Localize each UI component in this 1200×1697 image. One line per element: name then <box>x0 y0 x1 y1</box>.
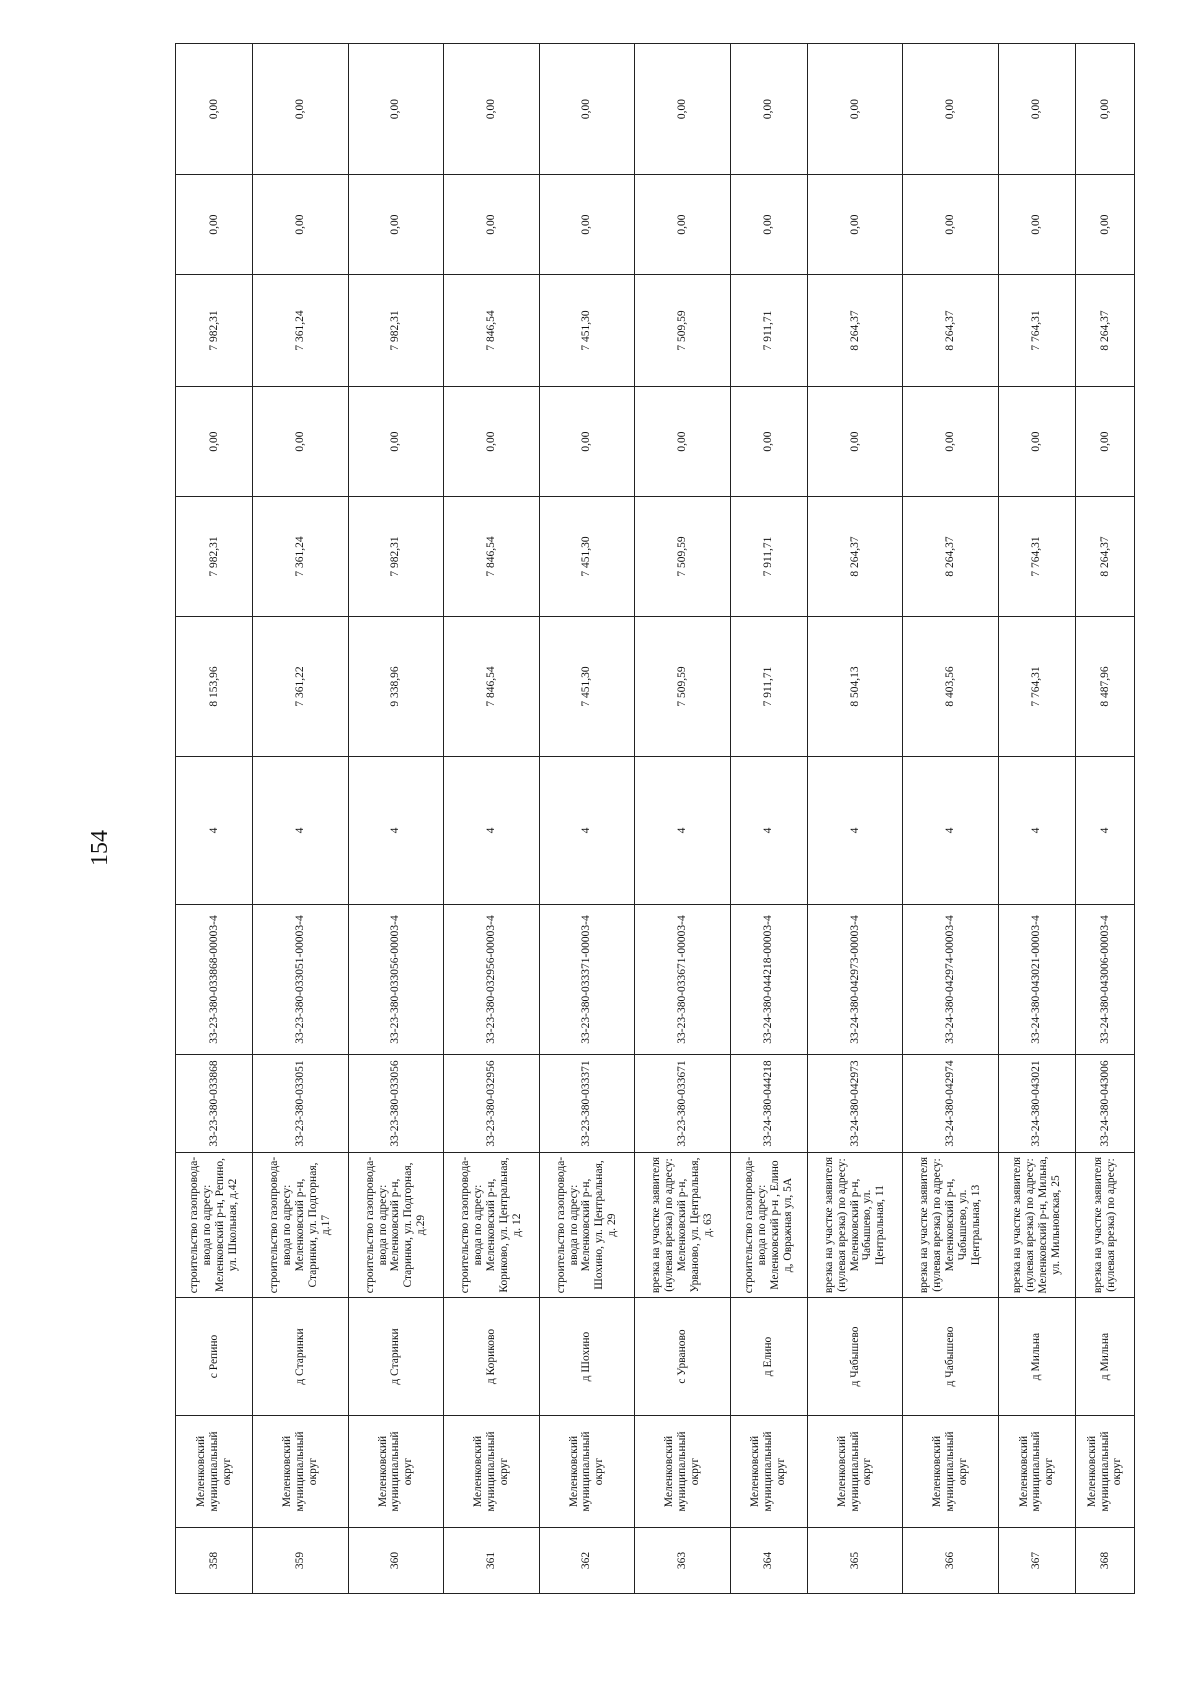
settlement-cell: д Старинки <box>348 1298 443 1416</box>
value-4-cell: 7 361,24 <box>253 275 348 387</box>
okrug-cell: Меленковский муниципальный округ <box>176 1416 253 1528</box>
settlement-cell: д Елино <box>730 1298 807 1416</box>
value-6-cell: 0,00 <box>253 44 348 175</box>
value-6-cell: 0,00 <box>444 44 539 175</box>
value-5-cell: 0,00 <box>730 175 807 275</box>
row-number-cell: 360 <box>348 1528 443 1594</box>
value-1-cell: 8 153,96 <box>176 617 253 757</box>
code-cell: 33-23-380-033371 <box>539 1055 634 1153</box>
okrug-cell: Меленковский муниципальный округ <box>998 1416 1075 1528</box>
value-2-cell: 7 764,31 <box>998 497 1075 617</box>
value-3-cell: 0,00 <box>1075 387 1134 497</box>
settlement-cell: д Кориково <box>444 1298 539 1416</box>
table-body <box>176 44 1135 1594</box>
description-cell: врезка на участке заявителя (нулевая врезка) по адресу: Меленковский р-н, Чабышево, ул. Центральная, 13 <box>903 1153 998 1298</box>
code-cell: 33-24-380-042973 <box>807 1055 902 1153</box>
code-cell: 33-24-380-043006 <box>1075 1055 1134 1153</box>
value-3-cell: 0,00 <box>253 387 348 497</box>
row-number-cell: 368 <box>1075 1528 1134 1594</box>
row-number-cell: 359 <box>253 1528 348 1594</box>
category-cell: 4 <box>176 757 253 905</box>
application-number-cell: 33-23-380-033671-00003-4 <box>635 905 730 1055</box>
settlement-cell: д Мильна <box>998 1298 1075 1416</box>
value-1-cell: 7 911,71 <box>730 617 807 757</box>
value-3-cell: 0,00 <box>730 387 807 497</box>
value-5-cell: 0,00 <box>998 175 1075 275</box>
value-1-cell: 7 846,54 <box>444 617 539 757</box>
settlement-cell: д Старинки <box>253 1298 348 1416</box>
value-3-cell: 0,00 <box>444 387 539 497</box>
code-cell: 33-23-380-033868 <box>176 1055 253 1153</box>
value-5-cell: 0,00 <box>176 175 253 275</box>
table-row <box>253 44 348 1594</box>
code-cell: 33-24-380-043021 <box>998 1055 1075 1153</box>
code-cell: 33-24-380-044218 <box>730 1055 807 1153</box>
code-cell: 33-23-380-033056 <box>348 1055 443 1153</box>
category-cell: 4 <box>539 757 634 905</box>
settlement-cell: д Мильна <box>1075 1298 1134 1416</box>
okrug-cell: Меленковский муниципальный округ <box>539 1416 634 1528</box>
settlement-cell: с Урвановo <box>635 1298 730 1416</box>
okrug-cell: Меленковский муниципальный округ <box>348 1416 443 1528</box>
value-2-cell: 7 846,54 <box>444 497 539 617</box>
settlement-cell: д Чабышево <box>807 1298 902 1416</box>
application-number-cell: 33-24-380-042973-00003-4 <box>807 905 902 1055</box>
table-row <box>1075 44 1134 1594</box>
application-number-cell: 33-23-380-033868-00003-4 <box>176 905 253 1055</box>
value-2-cell: 7 509,59 <box>635 497 730 617</box>
value-4-cell: 8 264,37 <box>1075 275 1134 387</box>
application-number-cell: 33-24-380-042974-00003-4 <box>903 905 998 1055</box>
settlement-cell: д Шохино <box>539 1298 634 1416</box>
value-6-cell: 0,00 <box>635 44 730 175</box>
value-4-cell: 7 846,54 <box>444 275 539 387</box>
value-1-cell: 7 764,31 <box>998 617 1075 757</box>
row-number-cell: 358 <box>176 1528 253 1594</box>
okrug-cell: Меленковский муниципальный округ <box>444 1416 539 1528</box>
row-number-cell: 364 <box>730 1528 807 1594</box>
value-3-cell: 0,00 <box>539 387 634 497</box>
value-4-cell: 8 264,37 <box>807 275 902 387</box>
table-row <box>807 44 902 1594</box>
row-number-cell: 363 <box>635 1528 730 1594</box>
value-1-cell: 7 451,30 <box>539 617 634 757</box>
data-table <box>175 43 1135 1594</box>
code-cell: 33-24-380-042974 <box>903 1055 998 1153</box>
row-number-cell: 362 <box>539 1528 634 1594</box>
value-3-cell: 0,00 <box>635 387 730 497</box>
value-6-cell: 0,00 <box>348 44 443 175</box>
value-6-cell: 0,00 <box>730 44 807 175</box>
okrug-cell: Меленковский муниципальный округ <box>807 1416 902 1528</box>
value-2-cell: 7 911,71 <box>730 497 807 617</box>
application-number-cell: 33-23-380-032956-00003-4 <box>444 905 539 1055</box>
value-1-cell: 8 403,56 <box>903 617 998 757</box>
category-cell: 4 <box>253 757 348 905</box>
category-cell: 4 <box>348 757 443 905</box>
okrug-cell: Меленковский муниципальный округ <box>903 1416 998 1528</box>
value-5-cell: 0,00 <box>635 175 730 275</box>
application-number-cell: 33-24-380-043006-00003-4 <box>1075 905 1134 1055</box>
table-row <box>444 44 539 1594</box>
description-cell: строительство газопровода-ввода по адресу: Меленковский р-н, Старинки, ул. Подгорная, д.29 <box>348 1153 443 1298</box>
row-number-cell: 366 <box>903 1528 998 1594</box>
table-row <box>635 44 730 1594</box>
code-cell: 33-23-380-033671 <box>635 1055 730 1153</box>
table-row <box>998 44 1075 1594</box>
value-5-cell: 0,00 <box>807 175 902 275</box>
okrug-cell: Меленковский муниципальный округ <box>1075 1416 1134 1528</box>
application-number-cell: 33-24-380-043021-00003-4 <box>998 905 1075 1055</box>
description-cell: врезка на участке заявителя (нулевая врезка) по адресу: Меленковский р-н, Чабышево, ул. Центральная, 11 <box>807 1153 902 1298</box>
value-6-cell: 0,00 <box>539 44 634 175</box>
table-row <box>348 44 443 1594</box>
rotated-table-container <box>175 98 1135 1594</box>
okrug-cell: Меленковский муниципальный округ <box>253 1416 348 1528</box>
row-number-cell: 367 <box>998 1528 1075 1594</box>
value-5-cell: 0,00 <box>348 175 443 275</box>
okrug-cell: Меленковский муниципальный округ <box>730 1416 807 1528</box>
settlement-cell: с Репино <box>176 1298 253 1416</box>
description-cell: врезка на участке заявителя (нулевая врезка) по адресу: <box>1075 1153 1134 1298</box>
table-row <box>176 44 253 1594</box>
value-2-cell: 8 264,37 <box>903 497 998 617</box>
value-1-cell: 8 504,13 <box>807 617 902 757</box>
value-4-cell: 7 764,31 <box>998 275 1075 387</box>
category-cell: 4 <box>807 757 902 905</box>
description-cell: врезка на участке заявителя (нулевая врезка) по адресу: Меленковский р-н, Урвановo, ул. Центральная, д. 63 <box>635 1153 730 1298</box>
value-4-cell: 7 982,31 <box>348 275 443 387</box>
value-1-cell: 7 509,59 <box>635 617 730 757</box>
value-2-cell: 7 982,31 <box>176 497 253 617</box>
value-5-cell: 0,00 <box>444 175 539 275</box>
description-cell: врезка на участке заявителя (нулевая врезка) по адресу: Меленковский р-н, Мильна, ул. Мильновская, 25 <box>998 1153 1075 1298</box>
value-4-cell: 7 451,30 <box>539 275 634 387</box>
application-number-cell: 33-23-380-033056-00003-4 <box>348 905 443 1055</box>
table-row <box>730 44 807 1594</box>
category-cell: 4 <box>903 757 998 905</box>
category-cell: 4 <box>998 757 1075 905</box>
value-1-cell: 8 487,96 <box>1075 617 1134 757</box>
description-cell: строительство газопровода-ввода по адресу: Меленковский р-н, Кориково, ул. Центральная, д. 12 <box>444 1153 539 1298</box>
application-number-cell: 33-23-380-033051-00003-4 <box>253 905 348 1055</box>
value-2-cell: 8 264,37 <box>1075 497 1134 617</box>
value-2-cell: 8 264,37 <box>807 497 902 617</box>
value-6-cell: 0,00 <box>903 44 998 175</box>
value-4-cell: 7 982,31 <box>176 275 253 387</box>
description-cell: строительство газопровода-ввода по адресу: Меленковский р-н, Репино, ул. Школьная, д.42 <box>176 1153 253 1298</box>
value-2-cell: 7 982,31 <box>348 497 443 617</box>
page-number: 154 <box>87 830 113 866</box>
value-6-cell: 0,00 <box>1075 44 1134 175</box>
value-1-cell: 7 361,22 <box>253 617 348 757</box>
value-6-cell: 0,00 <box>807 44 902 175</box>
table-row <box>539 44 634 1594</box>
value-5-cell: 0,00 <box>1075 175 1134 275</box>
value-6-cell: 0,00 <box>176 44 253 175</box>
value-3-cell: 0,00 <box>807 387 902 497</box>
value-2-cell: 7 451,30 <box>539 497 634 617</box>
settlement-cell: д Чабышево <box>903 1298 998 1416</box>
description-cell: строительство газопровода-ввода по адресу: Меленковский р-н, Шохино, ул. Центральная, д. 29 <box>539 1153 634 1298</box>
value-3-cell: 0,00 <box>176 387 253 497</box>
value-5-cell: 0,00 <box>539 175 634 275</box>
value-5-cell: 0,00 <box>253 175 348 275</box>
row-number-cell: 361 <box>444 1528 539 1594</box>
description-cell: строительство газопровода-ввода по адресу: Меленковский р-н , Елино д, Овражная ул, 5А <box>730 1153 807 1298</box>
table-row <box>903 44 998 1594</box>
category-cell: 4 <box>1075 757 1134 905</box>
application-number-cell: 33-24-380-044218-00003-4 <box>730 905 807 1055</box>
application-number-cell: 33-23-380-033371-00003-4 <box>539 905 634 1055</box>
value-4-cell: 7 509,59 <box>635 275 730 387</box>
value-6-cell: 0,00 <box>998 44 1075 175</box>
category-cell: 4 <box>444 757 539 905</box>
value-2-cell: 7 361,24 <box>253 497 348 617</box>
value-3-cell: 0,00 <box>348 387 443 497</box>
value-1-cell: 9 338,96 <box>348 617 443 757</box>
value-3-cell: 0,00 <box>903 387 998 497</box>
category-cell: 4 <box>635 757 730 905</box>
code-cell: 33-23-380-032956 <box>444 1055 539 1153</box>
category-cell: 4 <box>730 757 807 905</box>
value-4-cell: 7 911,71 <box>730 275 807 387</box>
description-cell: строительство газопровода-ввода по адресу: Меленковский р-н, Старинки, ул. Подгорная, д.17 <box>253 1153 348 1298</box>
code-cell: 33-23-380-033051 <box>253 1055 348 1153</box>
row-number-cell: 365 <box>807 1528 902 1594</box>
value-4-cell: 8 264,37 <box>903 275 998 387</box>
value-5-cell: 0,00 <box>903 175 998 275</box>
value-3-cell: 0,00 <box>998 387 1075 497</box>
okrug-cell: Меленковский муниципальный округ <box>635 1416 730 1528</box>
